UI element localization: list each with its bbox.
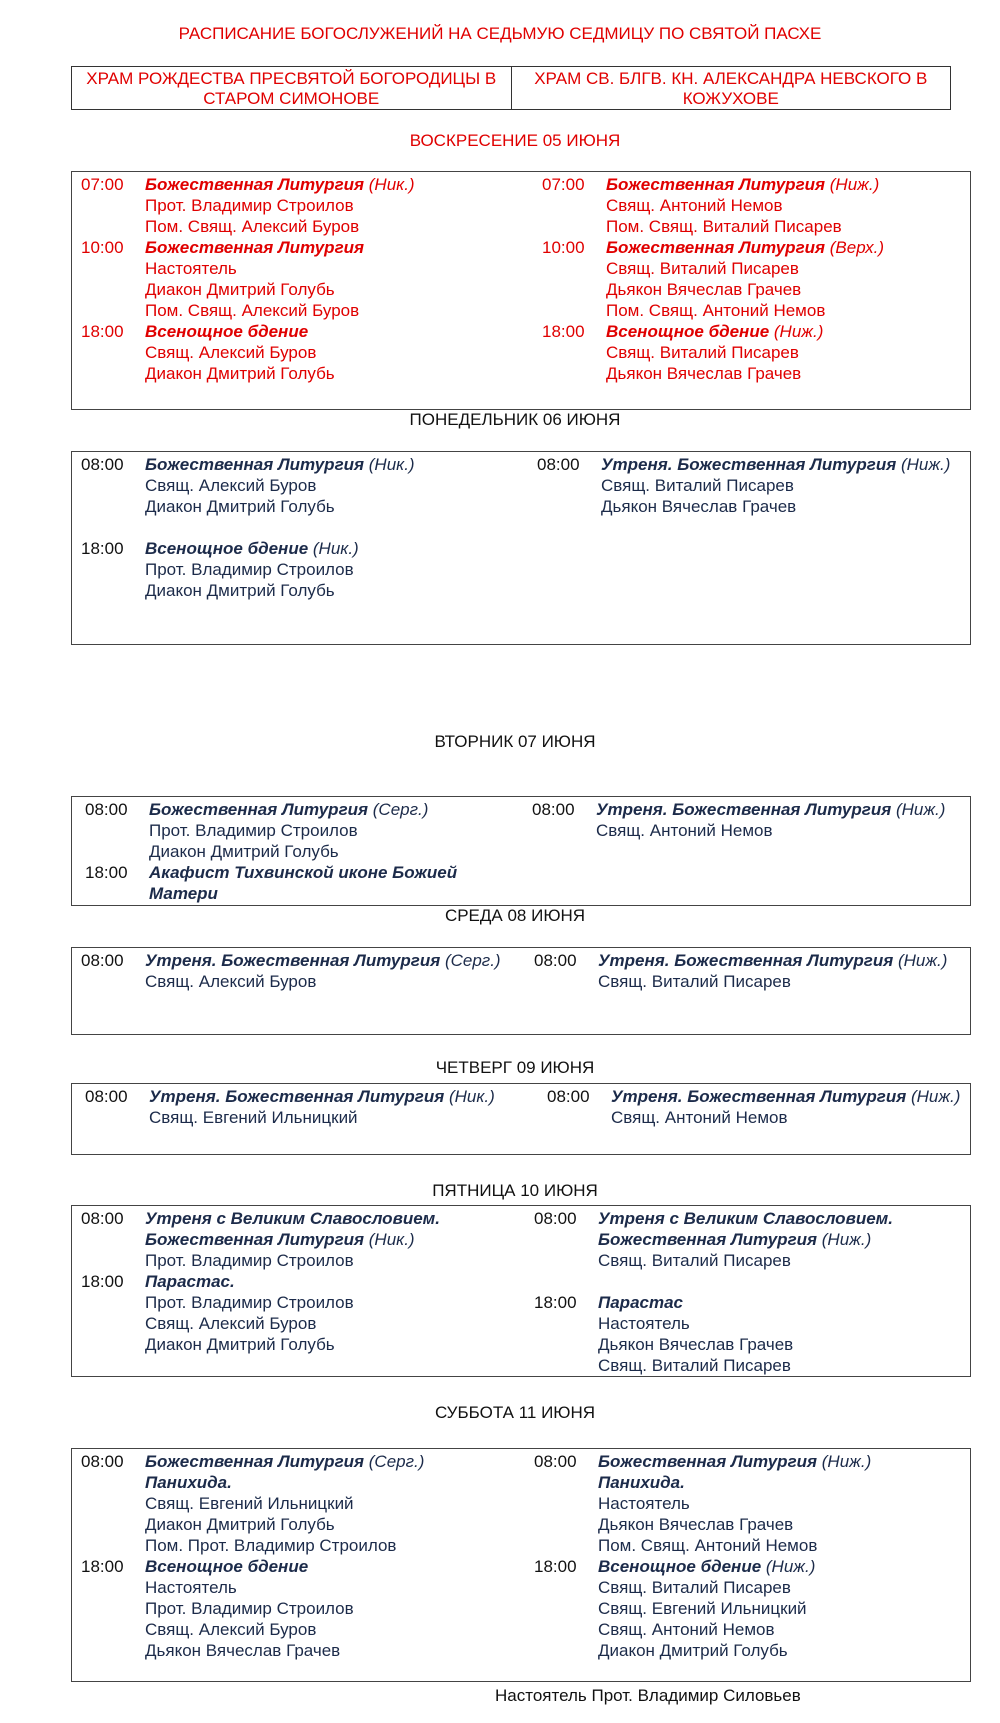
service-time: 08:00 xyxy=(81,1209,124,1228)
service-entry xyxy=(532,799,945,841)
service-time: 07:00 xyxy=(542,175,585,194)
day-label: ВОСКРЕСЕНИЕ 05 ИЮНЯ xyxy=(409,131,621,150)
service-entry xyxy=(534,1208,893,1271)
service-note: (Ниж.) xyxy=(761,1557,816,1576)
clergy-name: Прот. Владимир Строилов xyxy=(149,821,358,840)
clergy-name: Диакон Дмитрий Голубь xyxy=(145,280,335,299)
service-note: (Ник.) xyxy=(364,455,415,474)
service-title-cont: Божественная Литургия xyxy=(598,1230,818,1249)
service-title: Божественная Литургия xyxy=(598,1452,818,1471)
service-time: 10:00 xyxy=(542,238,585,257)
service-entry xyxy=(542,321,823,384)
clergy-name: Свящ. Виталий Писарев xyxy=(598,1578,791,1597)
service-name xyxy=(145,951,501,970)
service-entry xyxy=(85,1086,495,1128)
clergy-name: Свящ. Виталий Писарев xyxy=(606,343,799,362)
service-note: (Ниж.) xyxy=(817,1452,872,1471)
service-entry xyxy=(81,1556,354,1661)
clergy-name: Свящ. Алексий Буров xyxy=(145,972,317,991)
clergy-name: Свящ. Виталий Писарев xyxy=(598,972,791,991)
service-time: 08:00 xyxy=(547,1087,590,1106)
service-title: Парастас. xyxy=(145,1272,235,1291)
clergy-name: Свящ. Евгений Ильницкий xyxy=(145,1494,354,1513)
service-time: 18:00 xyxy=(81,322,124,341)
clergy-name: Диакон Дмитрий Голубь xyxy=(145,581,335,600)
day-box xyxy=(71,796,971,906)
service-time: 18:00 xyxy=(534,1557,577,1576)
service-note: (Серг.) xyxy=(364,1452,425,1471)
service-entry xyxy=(81,1271,354,1355)
clergy-name: Прот. Владимир Строилов xyxy=(145,560,354,579)
service-title: Всенощное бдение xyxy=(606,322,770,341)
service-name-cont xyxy=(534,1472,871,1493)
service-note: (Ниж.) xyxy=(896,455,951,474)
service-time: 08:00 xyxy=(85,800,128,819)
service-title: Всенощное бдение xyxy=(145,322,309,341)
service-title: Утреня. Божественная Литургия xyxy=(601,455,897,474)
service-title: Божественная Литургия xyxy=(606,175,826,194)
clergy-name: Дьякон Вячеслав Грачев xyxy=(606,280,802,299)
clergy-name: Свящ. Евгений Ильницкий xyxy=(149,1108,358,1127)
service-title: Всенощное бдение xyxy=(145,539,309,558)
clergy-name: Диакон Дмитрий Голубь xyxy=(149,842,339,861)
day-label: ПЯТНИЦА 10 ИЮНЯ xyxy=(432,1181,598,1200)
service-title-cont: Матери xyxy=(149,884,218,903)
service-title: Утреня. Божественная Литургия xyxy=(145,951,441,970)
day-label: ЧЕТВЕРГ 09 ИЮНЯ xyxy=(435,1058,595,1077)
clergy-name: Пом. Свящ. Алексий Буров xyxy=(145,217,360,236)
clergy-name: Настоятель xyxy=(145,1578,237,1597)
clergy-name: Дьякон Вячеслав Грачев xyxy=(606,364,802,383)
clergy-name: Пом. Свящ. Алексий Буров xyxy=(145,301,360,320)
service-title: Божественная Литургия xyxy=(145,238,365,257)
service-name xyxy=(598,1293,683,1312)
service-title-cont: Панихида. xyxy=(145,1473,232,1492)
day-label: ПОНЕДЕЛЬНИК 06 ИЮНЯ xyxy=(409,410,621,429)
service-time: 18:00 xyxy=(534,1293,577,1312)
clergy-name: Диакон Дмитрий Голубь xyxy=(145,364,335,383)
service-title: Божественная Литургия xyxy=(145,455,365,474)
service-title: Парастас xyxy=(598,1293,683,1312)
service-note: (Серг.) xyxy=(368,800,429,819)
service-title: Акафист Тихвинской иконе Божией xyxy=(149,863,458,882)
service-entry xyxy=(85,862,457,904)
clergy-name: Свящ. Антоний Немов xyxy=(596,821,773,840)
day-box xyxy=(71,947,971,1035)
service-name xyxy=(145,322,308,341)
service-name xyxy=(611,1087,960,1106)
service-title: Божественная Литургия xyxy=(145,175,365,194)
clergy-name: Пом. Прот. Владимир Строилов xyxy=(145,1536,397,1555)
clergy-name: Свящ. Алексий Буров xyxy=(145,1620,317,1639)
service-time: 08:00 xyxy=(81,951,124,970)
church-header xyxy=(71,66,951,110)
service-title: Божественная Литургия xyxy=(149,800,369,819)
service-time: 10:00 xyxy=(81,238,124,257)
service-time: 08:00 xyxy=(81,455,124,474)
service-entry xyxy=(537,454,950,517)
service-name xyxy=(145,1209,440,1228)
service-entry xyxy=(81,950,501,992)
service-note: (Ник.) xyxy=(364,1230,415,1249)
clergy-name: Дьякон Вячеслав Грачев xyxy=(145,1641,341,1660)
service-name xyxy=(606,175,879,194)
service-entry xyxy=(547,1086,960,1128)
service-entry xyxy=(542,174,879,237)
service-name xyxy=(606,322,823,341)
clergy-name: Дьякон Вячеслав Грачев xyxy=(598,1515,794,1534)
service-name xyxy=(598,951,947,970)
service-note: (Ник.) xyxy=(364,175,415,194)
service-name-cont xyxy=(81,1472,424,1493)
service-time: 08:00 xyxy=(532,800,575,819)
service-title: Божественная Литургия xyxy=(145,1452,365,1471)
service-entry xyxy=(534,1451,871,1556)
day-label: СУББОТА 11 ИЮНЯ xyxy=(434,1403,596,1422)
service-entry xyxy=(534,950,947,992)
clergy-name: Дьякон Вячеслав Грачев xyxy=(598,1335,794,1354)
service-title-cont: Панихида. xyxy=(598,1473,685,1492)
service-name-cont xyxy=(81,1229,440,1250)
service-name xyxy=(145,238,364,257)
service-name xyxy=(601,455,950,474)
clergy-name: Настоятель xyxy=(598,1314,690,1333)
day-box xyxy=(71,1205,971,1377)
service-entry xyxy=(81,454,415,517)
service-note: (Ниж.) xyxy=(893,951,948,970)
clergy-name: Настоятель xyxy=(145,259,237,278)
clergy-name: Дьякон Вячеслав Грачев xyxy=(601,497,797,516)
service-title: Утреня. Божественная Литургия xyxy=(598,951,894,970)
clergy-name: Диакон Дмитрий Голубь xyxy=(598,1641,788,1660)
service-name xyxy=(596,800,945,819)
service-name xyxy=(145,1452,424,1471)
service-time: 18:00 xyxy=(542,322,585,341)
service-entry xyxy=(81,1451,424,1556)
clergy-name: Пом. Свящ. Антоний Немов xyxy=(598,1536,818,1555)
clergy-name: Диакон Дмитрий Голубь xyxy=(145,1335,335,1354)
service-entry xyxy=(81,237,364,321)
service-name xyxy=(145,1272,235,1291)
day-box xyxy=(71,1083,971,1155)
service-note: (Ник.) xyxy=(444,1087,495,1106)
service-title: Утреня. Божественная Литургия xyxy=(611,1087,907,1106)
service-note: (Ниж.) xyxy=(769,322,824,341)
clergy-name: Пом. Свящ. Антоний Немов xyxy=(606,301,826,320)
service-note: (Верх.) xyxy=(825,238,884,257)
service-title: Утреня с Великим Славословием. xyxy=(145,1209,440,1228)
service-time: 08:00 xyxy=(534,1209,577,1228)
service-name-cont xyxy=(534,1229,893,1250)
service-entry xyxy=(81,174,415,237)
service-time: 08:00 xyxy=(85,1087,128,1106)
service-entry xyxy=(81,321,335,384)
service-name xyxy=(149,863,457,882)
clergy-name: Диакон Дмитрий Голубь xyxy=(145,497,335,516)
church-right-title: ХРАМ СВ. БЛГВ. КН. АЛЕКСАНДРА НЕВСКОГО В КОЖУХОВЕ xyxy=(511,67,951,109)
clergy-name: Прот. Владимир Строилов xyxy=(145,1599,354,1618)
footer-signature: Настоятель Прот. Владимир Силовьев xyxy=(495,1686,801,1705)
clergy-name: Свящ. Антоний Немов xyxy=(611,1108,788,1127)
day-box xyxy=(71,451,971,645)
service-title: Утреня с Великим Славословием. xyxy=(598,1209,893,1228)
service-note: (Серг.) xyxy=(440,951,501,970)
service-note: (Ниж.) xyxy=(817,1230,872,1249)
clergy-name: Свящ. Антоний Немов xyxy=(606,196,783,215)
clergy-name: Свящ. Антоний Немов xyxy=(598,1620,775,1639)
clergy-name: Свящ. Виталий Писарев xyxy=(601,476,794,495)
service-time: 08:00 xyxy=(537,455,580,474)
clergy-name: Прот. Владимир Строилов xyxy=(145,1293,354,1312)
service-time: 18:00 xyxy=(81,539,124,558)
clergy-name: Свящ. Алексий Буров xyxy=(145,343,317,362)
clergy-name: Диакон Дмитрий Голубь xyxy=(145,1515,335,1534)
service-entry xyxy=(81,538,359,601)
service-title: Утреня. Божественная Литургия xyxy=(596,800,892,819)
service-time: 07:00 xyxy=(81,175,124,194)
service-time: 08:00 xyxy=(534,951,577,970)
service-note: (Ниж.) xyxy=(825,175,880,194)
service-note: (Ниж.) xyxy=(891,800,946,819)
clergy-name: Свящ. Алексий Буров xyxy=(145,476,317,495)
clergy-name: Пом. Свящ. Виталий Писарев xyxy=(606,217,842,236)
clergy-name: Свящ. Алексий Буров xyxy=(145,1314,317,1333)
church-left-title: ХРАМ РОЖДЕСТВА ПРЕСВЯТОЙ БОГОРОДИЦЫ В СТАРОМ СИМОНОВЕ xyxy=(86,69,497,108)
day-label: ВТОРНИК 07 ИЮНЯ xyxy=(434,732,596,751)
service-name xyxy=(145,455,415,474)
clergy-name: Настоятель xyxy=(598,1494,690,1513)
service-time: 18:00 xyxy=(81,1272,124,1291)
service-note: (Ник.) xyxy=(308,539,359,558)
day-box xyxy=(71,171,971,410)
clergy-name: Свящ. Виталий Писарев xyxy=(598,1251,791,1270)
service-name xyxy=(145,175,415,194)
service-time: 08:00 xyxy=(534,1452,577,1471)
service-entry xyxy=(534,1292,793,1376)
service-name xyxy=(149,1087,495,1106)
service-entry xyxy=(542,237,884,321)
service-name xyxy=(598,1557,815,1576)
service-name xyxy=(149,800,428,819)
service-title: Всенощное бдение xyxy=(145,1557,309,1576)
day-box xyxy=(71,1448,971,1682)
service-entry xyxy=(81,1208,440,1271)
service-title: Божественная Литургия xyxy=(606,238,826,257)
service-time: 08:00 xyxy=(81,1452,124,1471)
service-time: 18:00 xyxy=(85,863,128,882)
service-title-cont: Божественная Литургия xyxy=(145,1230,365,1249)
clergy-name: Прот. Владимир Строилов xyxy=(145,196,354,215)
clergy-name: Прот. Владимир Строилов xyxy=(145,1251,354,1270)
page-title: РАСПИСАНИЕ БОГОСЛУЖЕНИЙ НА СЕДЬМУЮ СЕДМИЦУ ПО СВЯТОЙ ПАСХЕ xyxy=(178,24,822,43)
service-name xyxy=(598,1209,893,1228)
service-name xyxy=(145,1557,308,1576)
service-name xyxy=(598,1452,871,1471)
clergy-name: Свящ. Виталий Писарев xyxy=(598,1356,791,1375)
service-entry xyxy=(534,1556,815,1661)
clergy-name: Свящ. Виталий Писарев xyxy=(606,259,799,278)
service-entry xyxy=(85,799,428,862)
clergy-name: Свящ. Евгений Ильницкий xyxy=(598,1599,807,1618)
service-note: (Ниж.) xyxy=(906,1087,961,1106)
service-title: Всенощное бдение xyxy=(598,1557,762,1576)
day-label: СРЕДА 08 ИЮНЯ xyxy=(444,906,586,925)
service-title: Утреня. Божественная Литургия xyxy=(149,1087,445,1106)
service-name-cont xyxy=(85,883,457,904)
service-name xyxy=(145,539,359,558)
service-name xyxy=(606,238,884,257)
service-time: 18:00 xyxy=(81,1557,124,1576)
